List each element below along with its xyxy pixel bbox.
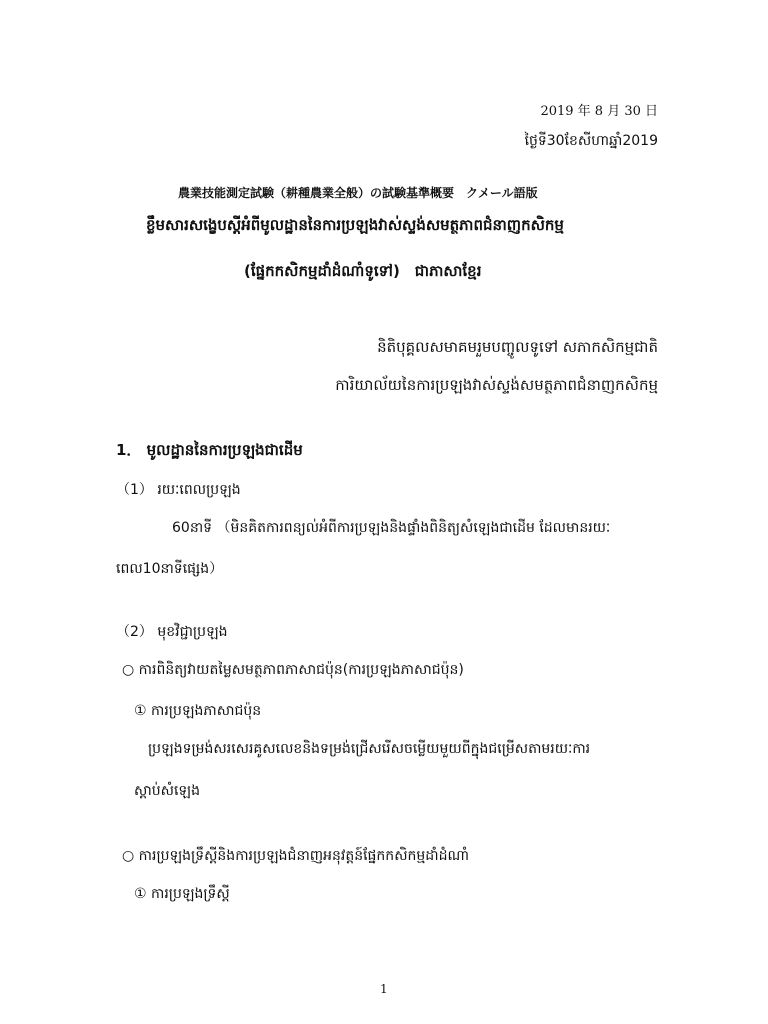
issuer-line1: និតិបុគ្គលសមាគមរួមបញ្ចូលទូទៅ សភាកសិកម្មជាតិ <box>377 338 658 356</box>
date-khmer: ថ្ងៃទី30ខែសីហាឆ្នាំ2019 <box>524 133 658 149</box>
item-japanese-exam: ① ការប្រឡងភាសាជប៉ុន <box>134 703 262 719</box>
section-heading: 1． មូលដ្ឋាននៃការប្រឡងជាដើម <box>116 441 303 459</box>
title-japanese: 農業技能測定試験（耕種農業全般）の試験基準概要 クメール語版 <box>178 186 538 200</box>
japanese-exam-desc-line1: ប្រឡងទម្រង់សរសេរគូសលេខនិងទម្រង់ជ្រើសរើសចម្លើយមួយពីក្នុងជម្រើសតាមរយៈការ <box>148 741 591 757</box>
issuer-line2: ការិយាល័យនៃការប្រឡងវាស់ស្ទង់សមត្ថភាពជំនាញកសិកម្ម <box>335 376 658 394</box>
subsection-1-label: （1） រយៈពេលប្រឡង <box>116 482 241 498</box>
title-khmer-line1: ខ្លឹមសារសង្ខេបស្តីអំពីមូលដ្ឋាននៃការប្រឡងវាស់ស្ទង់សមត្ថភាពជំនាញកសិកម្ម <box>146 216 564 234</box>
title-khmer-line2: (ផ្នែកកសិកម្មដាំដំណាំទូទៅ) ជាភាសាខ្មែរ <box>244 262 482 280</box>
item-japanese-assessment: ○ ការពិនិត្យវាយតម្លៃសមត្ថភាពភាសាជប៉ុន(ការប្រឡងភាសាជប៉ុន) <box>122 662 464 678</box>
japanese-exam-desc-line2: ស្តាប់សំឡេង <box>134 783 200 799</box>
item-theory-practical: ○ ការប្រឡងទ្រឹស្តីនិងការប្រឡងជំនាញអនុវត្តន៍ផ្នែកកសិកម្មដាំដំណាំ <box>122 848 470 864</box>
subsection-2-label: （2） មុខវិជ្ជាប្រឡង <box>116 624 228 640</box>
date-japanese: 2019 年 8 月 30 日 <box>540 104 658 119</box>
exam-duration-line2: ពេល10នាទីផ្សេង） <box>116 561 224 577</box>
page-number: 1 <box>380 982 388 996</box>
exam-duration-line1: 60នាទី （មិនគិតការពន្យល់អំពីការប្រឡងនិងផ្ទាំងពិនិត្យសំឡេងជាដើម ដែលមានរយៈ <box>172 520 611 536</box>
item-theory-exam: ① ការប្រឡងទ្រឹស្តី <box>134 886 230 902</box>
